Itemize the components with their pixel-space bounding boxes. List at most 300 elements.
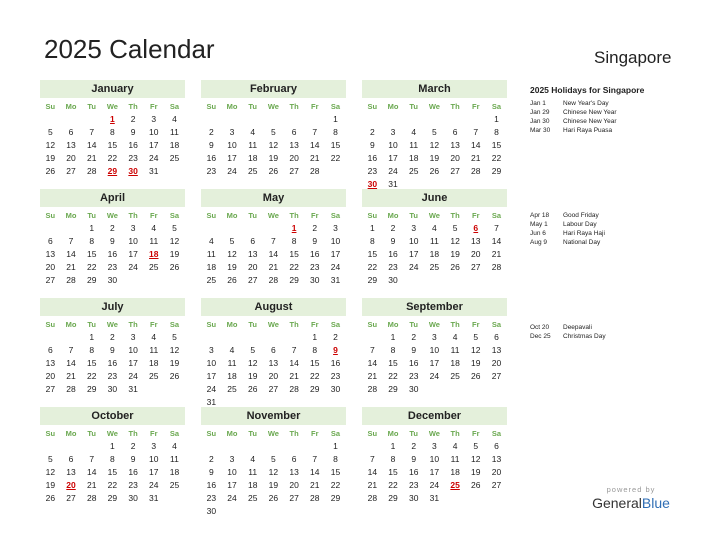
- day-cell: 21: [86, 480, 97, 490]
- day-cell: 17: [128, 358, 138, 368]
- month-header: June: [362, 189, 507, 207]
- weekday-label: We: [106, 102, 118, 111]
- day-cell: 19: [227, 262, 237, 272]
- weekday-label: Tu: [248, 429, 258, 438]
- holiday-name: National Day: [563, 239, 601, 246]
- day-cell: 8: [333, 127, 338, 137]
- week-row: [201, 139, 346, 152]
- day-cell: 16: [310, 249, 320, 259]
- holiday-group: [530, 99, 705, 135]
- day-cell: 27: [491, 371, 502, 381]
- day-cell: 22: [310, 371, 320, 381]
- day-cell: 28: [86, 166, 97, 176]
- day-cell: [242, 222, 263, 235]
- day-cell: 2: [333, 332, 338, 342]
- day-cell: 14: [66, 358, 76, 368]
- day-cell: 21: [86, 153, 97, 163]
- day-cell: 16: [128, 467, 138, 477]
- day-cell: 17: [330, 249, 341, 259]
- day-cell: [284, 113, 305, 126]
- day-cell: 5: [271, 454, 276, 464]
- weekday-label: We: [106, 320, 118, 329]
- day-cell: 6: [271, 345, 276, 355]
- day-cell: 11: [227, 358, 237, 368]
- day-cell: 5: [172, 223, 177, 233]
- week-row: [201, 479, 346, 492]
- weekday-label: Su: [367, 429, 378, 438]
- weekday-label: Tu: [248, 320, 258, 329]
- day-cell: 24: [128, 262, 138, 272]
- day-cell: 4: [172, 441, 177, 451]
- day-cell: [263, 505, 284, 518]
- week-row: [201, 344, 346, 357]
- day-cell: 9: [110, 345, 115, 355]
- day-cell: 26: [450, 262, 460, 272]
- day-cell: 17: [128, 249, 138, 259]
- day-cell: 30: [388, 275, 398, 285]
- month-september: [362, 298, 507, 396]
- day-cell: 2: [110, 332, 115, 342]
- day-cell: 19: [45, 153, 56, 163]
- day-cell: 4: [172, 114, 177, 124]
- month-header: April: [40, 189, 185, 207]
- day-cell: 29: [107, 166, 118, 176]
- day-cell: [325, 165, 346, 178]
- day-cell: 23: [310, 262, 320, 272]
- day-cell: 5: [473, 332, 479, 342]
- day-cell: 9: [130, 127, 136, 137]
- day-cell: 12: [268, 140, 279, 150]
- holiday-name: Good Friday: [563, 212, 599, 219]
- day-cell: 24: [388, 166, 398, 176]
- weekday-label: Sa: [169, 320, 180, 329]
- logo-general: General: [592, 495, 642, 511]
- day-cell: 2: [208, 454, 214, 464]
- day-cell: 25: [169, 153, 180, 163]
- day-cell: 9: [411, 345, 417, 355]
- day-cell: [445, 113, 466, 126]
- day-cell: [222, 113, 243, 126]
- holiday-row: [530, 229, 705, 238]
- weekday-label: Su: [45, 320, 56, 329]
- day-cell: 8: [390, 454, 396, 464]
- day-cell: 15: [388, 358, 398, 368]
- day-cell: 12: [471, 454, 481, 464]
- weekday-label: Mo: [226, 429, 238, 438]
- day-cell: 30: [408, 384, 419, 394]
- week-row: [40, 331, 185, 344]
- weekday-label: Mo: [387, 211, 399, 220]
- day-cell: 17: [388, 153, 398, 163]
- week-row: [201, 165, 346, 178]
- day-cell: 4: [250, 454, 256, 464]
- day-cell: 8: [291, 236, 297, 246]
- day-cell: 15: [330, 467, 341, 477]
- day-cell: 12: [45, 467, 56, 477]
- day-cell: 28: [491, 262, 502, 272]
- day-cell: 13: [491, 454, 502, 464]
- month-header: November: [201, 407, 346, 425]
- day-cell: 25: [450, 480, 460, 490]
- holiday-date: Jan 29: [530, 109, 550, 116]
- day-cell: 26: [247, 384, 258, 394]
- day-cell: 18: [149, 358, 159, 368]
- day-cell: 26: [169, 371, 180, 381]
- day-cell: 1: [89, 332, 95, 342]
- day-cell: 14: [471, 140, 481, 150]
- week-row: [362, 248, 507, 261]
- day-cell: 30: [107, 384, 118, 394]
- day-cell: 2: [411, 441, 417, 451]
- month-header: September: [362, 298, 507, 316]
- day-cell: 29: [86, 275, 97, 285]
- day-cell: 8: [89, 345, 95, 355]
- weekday-label: Sa: [491, 320, 502, 329]
- week-row: [40, 165, 185, 178]
- day-cell: 31: [128, 384, 138, 394]
- day-cell: 29: [491, 166, 502, 176]
- day-cell: 7: [89, 127, 95, 137]
- weekday-label: Fr: [150, 102, 158, 111]
- weekday-label: Th: [450, 102, 460, 111]
- day-cell: 22: [388, 371, 398, 381]
- day-cell: 23: [107, 371, 118, 381]
- day-cell: 27: [471, 262, 481, 272]
- weekday-label: Fr: [150, 211, 158, 220]
- day-cell: 1: [110, 441, 115, 451]
- day-cell: [164, 383, 185, 396]
- week-row: [40, 126, 185, 139]
- day-cell: 29: [330, 493, 341, 503]
- day-cell: 14: [66, 249, 76, 259]
- day-cell: 25: [169, 480, 180, 490]
- day-cell: 28: [289, 384, 299, 394]
- day-cell: 28: [86, 493, 97, 503]
- weekday-label: Tu: [409, 320, 419, 329]
- weekday-label: Sa: [169, 102, 180, 111]
- day-cell: 25: [247, 493, 258, 503]
- day-cell: 25: [149, 262, 159, 272]
- month-header: January: [40, 80, 185, 98]
- day-cell: 1: [333, 114, 338, 124]
- day-cell: 5: [250, 345, 256, 355]
- day-cell: 24: [128, 371, 138, 381]
- weekday-label: Fr: [472, 102, 480, 111]
- day-cell: 19: [471, 467, 481, 477]
- weekday-label: Th: [128, 211, 138, 220]
- day-cell: [123, 274, 144, 287]
- day-cell: 16: [388, 249, 398, 259]
- day-cell: 1: [494, 114, 499, 124]
- day-cell: 24: [408, 262, 419, 272]
- day-cell: 3: [432, 332, 437, 342]
- day-cell: [222, 505, 243, 518]
- day-cell: 18: [247, 480, 258, 490]
- day-cell: 26: [45, 493, 56, 503]
- week-row: [362, 479, 507, 492]
- week-row: [201, 492, 346, 505]
- day-cell: 18: [206, 262, 217, 272]
- day-cell: [222, 222, 243, 235]
- day-cell: 30: [206, 506, 217, 516]
- day-cell: 18: [169, 467, 180, 477]
- day-cell: 10: [388, 140, 398, 150]
- weekday-label: We: [267, 429, 279, 438]
- day-cell: 19: [247, 371, 258, 381]
- day-cell: [222, 331, 243, 344]
- day-cell: 28: [268, 275, 279, 285]
- week-row: [362, 222, 507, 235]
- day-cell: 31: [429, 493, 440, 503]
- day-cell: [40, 331, 61, 344]
- day-cell: 12: [471, 345, 481, 355]
- day-cell: 30: [128, 493, 138, 503]
- weekday-label: Mo: [226, 320, 238, 329]
- day-cell: 20: [268, 371, 279, 381]
- month-january: [40, 80, 185, 178]
- day-cell: 16: [206, 153, 217, 163]
- day-cell: 7: [271, 236, 276, 246]
- day-cell: 23: [367, 166, 378, 176]
- day-cell: 1: [390, 441, 396, 451]
- weekday-label: Tu: [87, 102, 97, 111]
- weekday-header: [201, 100, 346, 113]
- day-cell: 12: [429, 140, 440, 150]
- weekday-label: Sa: [330, 320, 341, 329]
- month-june: [362, 189, 507, 287]
- day-cell: 4: [229, 345, 235, 355]
- day-cell: 22: [86, 371, 97, 381]
- day-cell: 30: [107, 275, 118, 285]
- day-cell: 10: [206, 358, 217, 368]
- week-row: [40, 383, 185, 396]
- day-cell: 1: [390, 332, 396, 342]
- day-cell: 10: [429, 345, 440, 355]
- weekday-label: Th: [128, 429, 138, 438]
- week-row: [362, 466, 507, 479]
- holiday-row: [530, 211, 705, 220]
- week-row: [362, 453, 507, 466]
- weekday-label: Sa: [330, 429, 341, 438]
- day-cell: 12: [169, 345, 180, 355]
- day-cell: 15: [107, 467, 118, 477]
- day-cell: 24: [330, 262, 341, 272]
- week-row: [201, 505, 346, 518]
- day-cell: 4: [250, 127, 256, 137]
- month-july: [40, 298, 185, 396]
- day-cell: 28: [367, 384, 378, 394]
- day-cell: 24: [227, 166, 237, 176]
- day-cell: 1: [312, 332, 318, 342]
- holiday-row: [530, 332, 705, 341]
- day-cell: 14: [491, 236, 502, 246]
- weekday-label: We: [106, 211, 118, 220]
- day-cell: 2: [369, 127, 375, 137]
- weekday-label: Fr: [150, 320, 158, 329]
- day-cell: 21: [268, 262, 279, 272]
- month-header: May: [201, 189, 346, 207]
- holiday-row: [530, 117, 705, 126]
- day-cell: 5: [47, 127, 53, 137]
- day-cell: 10: [429, 454, 440, 464]
- day-cell: [201, 331, 222, 344]
- month-april: [40, 189, 185, 287]
- day-cell: [325, 505, 346, 518]
- day-cell: 13: [45, 249, 56, 259]
- day-cell: 19: [45, 480, 56, 490]
- weekday-label: Su: [206, 211, 217, 220]
- holiday-row: [530, 238, 705, 247]
- day-cell: 27: [450, 166, 460, 176]
- day-cell: 6: [452, 127, 458, 137]
- day-cell: 27: [45, 275, 56, 285]
- day-cell: 20: [289, 480, 299, 490]
- day-cell: 7: [68, 236, 74, 246]
- day-cell: 10: [330, 236, 341, 246]
- day-cell: [201, 113, 222, 126]
- day-cell: [201, 222, 222, 235]
- day-cell: 6: [250, 236, 256, 246]
- day-cell: 28: [471, 166, 481, 176]
- day-cell: 21: [289, 371, 299, 381]
- day-cell: 3: [130, 332, 136, 342]
- day-cell: 3: [229, 454, 235, 464]
- weekday-label: Th: [289, 320, 299, 329]
- day-cell: 29: [86, 384, 97, 394]
- day-cell: [486, 492, 507, 505]
- day-cell: 23: [408, 480, 419, 490]
- day-cell: 9: [312, 236, 318, 246]
- day-cell: 12: [247, 358, 258, 368]
- day-cell: 15: [86, 358, 97, 368]
- weekday-label: Su: [45, 211, 56, 220]
- holidays-title: 2025 Holidays for Singapore: [530, 85, 645, 95]
- day-cell: 5: [432, 127, 437, 137]
- week-row: [201, 152, 346, 165]
- day-cell: 23: [206, 166, 217, 176]
- day-cell: 8: [494, 127, 499, 137]
- day-cell: 1: [89, 223, 95, 233]
- day-cell: 16: [107, 358, 118, 368]
- day-cell: 10: [128, 345, 138, 355]
- day-cell: 1: [333, 441, 338, 451]
- day-cell: 7: [312, 454, 318, 464]
- day-cell: 21: [491, 249, 502, 259]
- week-row: [40, 152, 185, 165]
- holiday-name: Labour Day: [563, 221, 597, 228]
- day-cell: 14: [268, 249, 279, 259]
- logo-blue: Blue: [641, 495, 670, 511]
- week-row: [201, 440, 346, 453]
- holiday-date: Jan 30: [530, 118, 550, 125]
- day-cell: [424, 274, 445, 287]
- day-cell: 16: [128, 140, 138, 150]
- month-december: [362, 407, 507, 505]
- day-cell: 30: [330, 384, 341, 394]
- week-row: [362, 235, 507, 248]
- day-cell: [424, 383, 445, 396]
- day-cell: 2: [208, 127, 214, 137]
- day-cell: 3: [208, 345, 214, 355]
- day-cell: 25: [408, 166, 419, 176]
- holiday-name: Hari Raya Haji: [563, 230, 605, 237]
- month-header: August: [201, 298, 346, 316]
- day-cell: [242, 505, 263, 518]
- day-cell: 23: [128, 480, 138, 490]
- holiday-date: Apr 18: [530, 212, 550, 219]
- day-cell: 17: [429, 358, 440, 368]
- day-cell: 21: [367, 480, 378, 490]
- week-row: [362, 383, 507, 396]
- day-cell: 12: [450, 236, 460, 246]
- day-cell: 28: [66, 275, 76, 285]
- day-cell: [465, 383, 486, 396]
- day-cell: 26: [268, 166, 279, 176]
- day-cell: 20: [450, 153, 460, 163]
- day-cell: 20: [45, 262, 56, 272]
- day-cell: 29: [388, 384, 398, 394]
- weekday-header: [362, 318, 507, 331]
- logo-wordmark: [588, 495, 674, 511]
- week-row: [362, 261, 507, 274]
- week-row: [362, 440, 507, 453]
- weekday-label: Su: [367, 102, 378, 111]
- day-cell: 16: [367, 153, 378, 163]
- day-cell: 22: [388, 480, 398, 490]
- weekday-label: Mo: [65, 102, 77, 111]
- day-cell: 3: [130, 223, 136, 233]
- day-cell: 16: [206, 480, 217, 490]
- holiday-row: [530, 323, 705, 332]
- day-cell: 6: [68, 127, 74, 137]
- weekday-label: Sa: [491, 429, 502, 438]
- day-cell: 8: [333, 454, 338, 464]
- day-cell: 10: [149, 454, 159, 464]
- month-header: December: [362, 407, 507, 425]
- week-row: [362, 139, 507, 152]
- week-row: [201, 235, 346, 248]
- day-cell: 13: [268, 358, 279, 368]
- day-cell: 13: [66, 467, 76, 477]
- day-cell: [284, 505, 305, 518]
- day-cell: 14: [367, 467, 378, 477]
- holiday-date: Oct 20: [530, 324, 550, 331]
- day-cell: [465, 113, 486, 126]
- day-cell: 21: [310, 153, 320, 163]
- weekday-label: Su: [206, 320, 217, 329]
- day-cell: 18: [227, 371, 237, 381]
- day-cell: 13: [491, 345, 502, 355]
- day-cell: 24: [206, 384, 217, 394]
- day-cell: [143, 383, 164, 396]
- day-cell: 9: [369, 140, 375, 150]
- day-cell: 26: [45, 166, 56, 176]
- day-cell: 6: [47, 236, 53, 246]
- day-cell: 19: [471, 358, 481, 368]
- day-cell: 31: [149, 166, 159, 176]
- day-cell: 14: [310, 140, 320, 150]
- weekday-label: We: [267, 320, 279, 329]
- day-cell: 8: [312, 345, 318, 355]
- day-cell: 9: [208, 467, 214, 477]
- day-cell: 30: [310, 275, 320, 285]
- day-cell: 17: [227, 480, 237, 490]
- day-cell: 20: [289, 153, 299, 163]
- day-cell: 19: [450, 249, 460, 259]
- day-cell: 20: [471, 249, 481, 259]
- day-cell: 11: [450, 454, 460, 464]
- day-cell: 5: [473, 441, 479, 451]
